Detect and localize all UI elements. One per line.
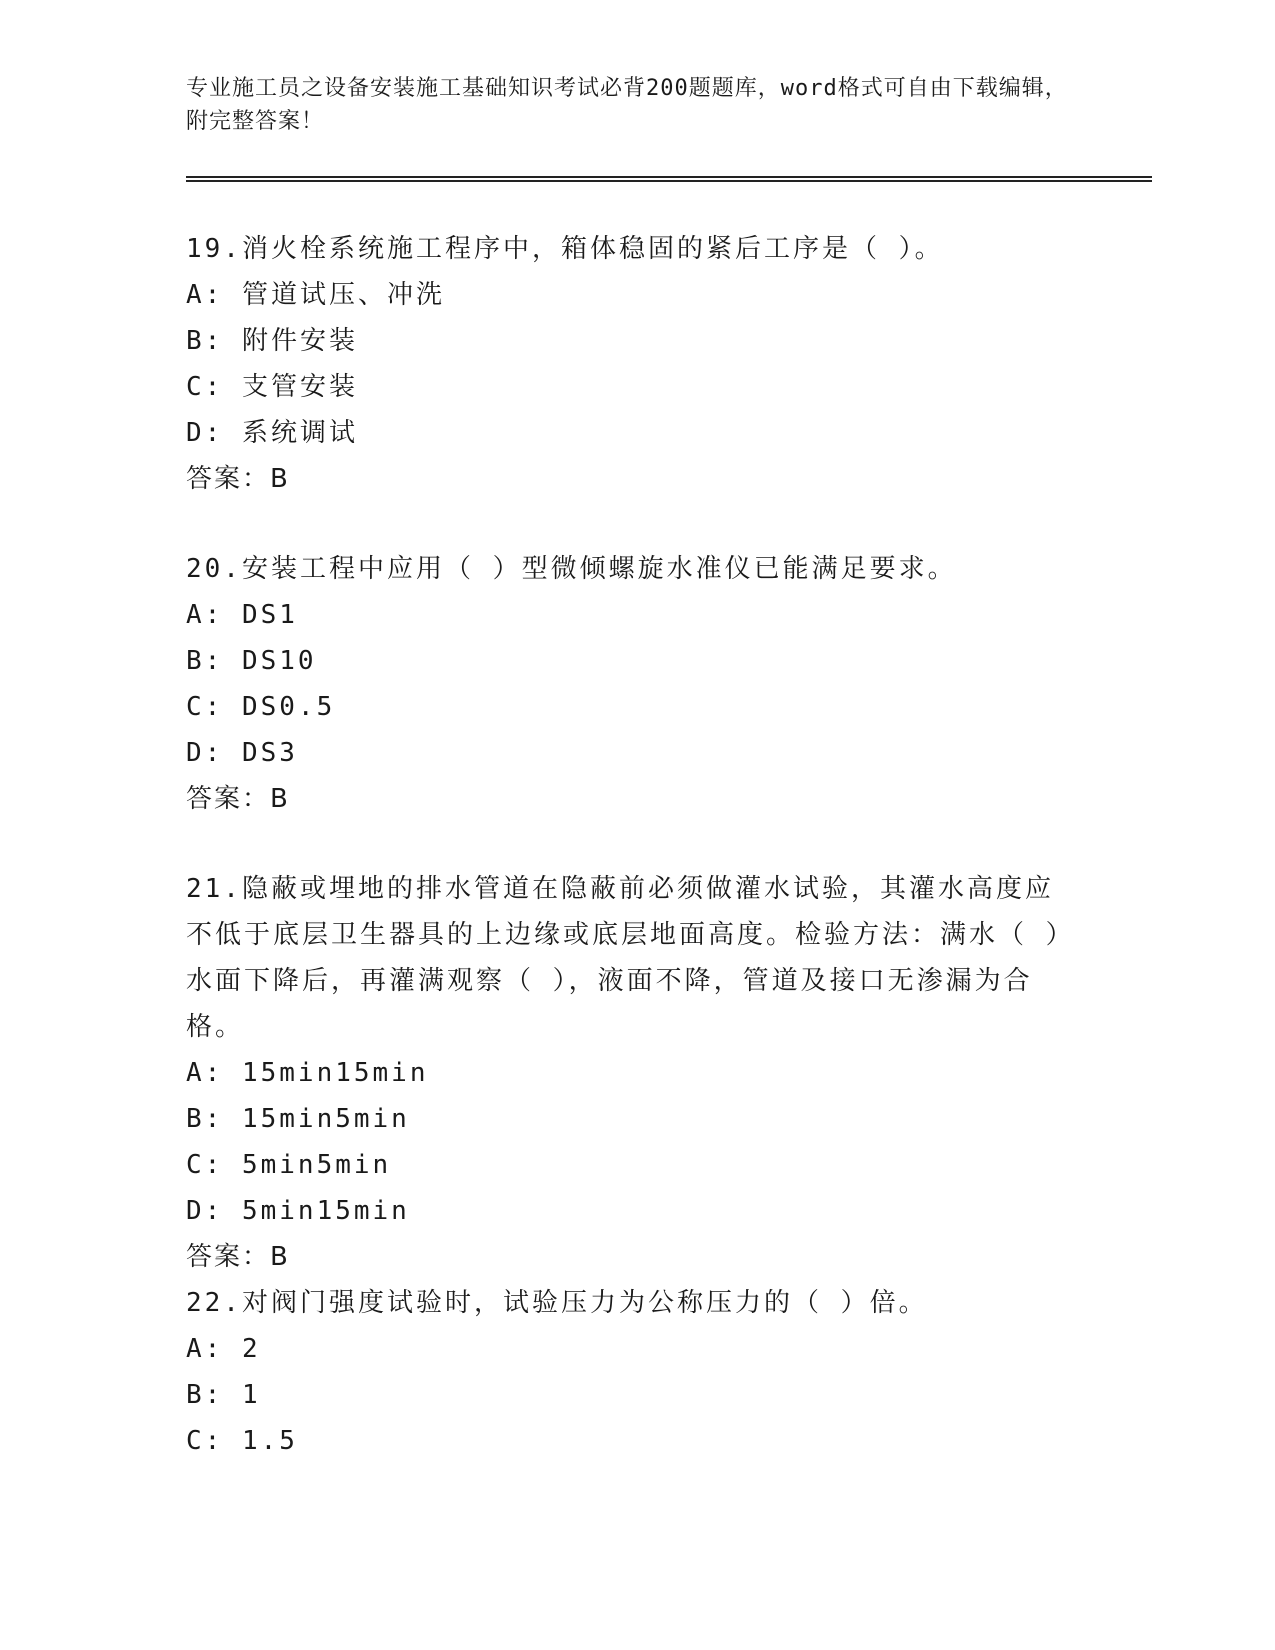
option-b: B: 15min5min (186, 1104, 410, 1134)
question-text: 21.隐蔽或埋地的排水管道在隐蔽前必须做灌水试验，其灌水高度应不低于底层卫生器具的上边缘或底层地面高度。检验方法：满水（ ）水面下降后，再灌满观察（ ），液面不降，管道及接口无渗漏为合格。 (186, 874, 1062, 1042)
header-divider (186, 176, 1152, 182)
option-a: A: 15min15min (186, 1058, 429, 1088)
question-21 (186, 866, 1066, 1280)
option-c: C: 支管安装 (186, 372, 358, 402)
question-text: 20.安装工程中应用（ ）型微倾螺旋水准仪已能满足要求。 (186, 554, 957, 584)
option-c: C: 1.5 (186, 1426, 298, 1456)
option-a: A: 管道试压、冲洗 (186, 280, 445, 310)
question-text: 22.对阀门强度试验时，试验压力为公称压力的（ ）倍。 (186, 1288, 928, 1318)
option-d: D: 5min15min (186, 1196, 410, 1226)
answer: 答案：B (186, 784, 290, 814)
question-20 (186, 546, 1066, 822)
option-a: A: 2 (186, 1334, 261, 1364)
option-d: D: 系统调试 (186, 418, 358, 448)
option-d: D: DS3 (186, 738, 298, 768)
option-b: B: 附件安装 (186, 326, 358, 356)
option-c: C: DS0.5 (186, 692, 336, 722)
document-title: 专业施工员之设备安装施工基础知识考试必背200题题库，word格式可自由下载编辑，附完整答案！ (186, 76, 1068, 134)
document-header (186, 72, 1086, 138)
option-b: B: 1 (186, 1380, 261, 1410)
question-19 (186, 226, 1066, 502)
question-22 (186, 1280, 1066, 1464)
answer: 答案：B (186, 1242, 290, 1272)
option-a: A: DS1 (186, 600, 298, 630)
question-text: 19.消火栓系统施工程序中，箱体稳固的紧后工序是（ ）。 (186, 234, 944, 264)
option-b: B: DS10 (186, 646, 317, 676)
answer: 答案：B (186, 464, 290, 494)
option-c: C: 5min5min (186, 1150, 392, 1180)
